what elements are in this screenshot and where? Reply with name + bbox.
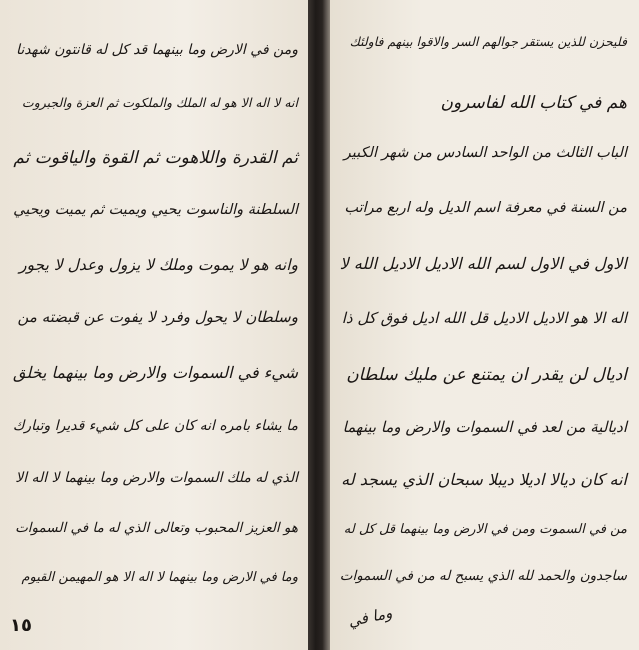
left-page (0, 0, 308, 650)
left-line-11: وما في الارض وما بينهما لا اله الا هو المهيمن القيوم (21, 570, 298, 585)
left-line-7: شيء في السموات والارض وما بينهما يخلق (13, 363, 298, 382)
right-line-2: هم في كتاب الله لفاسرون (440, 93, 627, 113)
right-line-10: من في السموت ومن في الارض وما بينهما قل كل له (343, 522, 627, 537)
right-line-9: انه كان ديالا اديلا ديبلا سبحان الذي يسجد له (341, 470, 627, 489)
left-page-text-block (0, 0, 308, 650)
book-gutter (308, 0, 330, 650)
right-line-1: فليحزن للذين يستقر جوالهم السر والاقوا بينهم فاولئك (349, 34, 627, 49)
left-line-8: ما يشاء بامره انه كان على كل شيء قديرا وتبارك (12, 418, 298, 434)
page-number: ١٥ (10, 615, 32, 636)
right-page-text-block (330, 0, 639, 650)
left-line-10: هو العزيز المحبوب وتعالى الذي له ما في السموات (15, 520, 298, 536)
left-line-9: الذي له ملك السموات والارض وما بينهما لا اله الا (15, 470, 298, 486)
left-line-6: وسلطان لا يحول وفرد لا يفوت عن قبضته من (17, 308, 298, 326)
right-line-7: اديال لن يقدر ان يمتنع عن مليك سلطان (346, 365, 627, 385)
right-line-11: ساجدون والحمد لله الذي يسبح له من في السموات (339, 568, 627, 584)
right-line-6: اله الا هو الاديل الاديل قل الله اديل فوق كل ذا (341, 309, 627, 327)
catchword: وما في (346, 603, 394, 631)
left-line-4: السلطنة والناسوت يحيي ويميت ثم يميت ويحيي (13, 202, 298, 218)
right-line-4: من السنة في معرفة اسم الديل وله اربع مراتب (344, 200, 627, 216)
right-line-8: اديالية من لعد في السموات والارض وما بينهما (342, 418, 627, 436)
right-page (330, 0, 639, 650)
left-line-5: وانه هو لا يموت وملك لا يزول وعدل لا يجور (19, 256, 298, 274)
left-line-3: ثم القدرة واللاهوت ثم القوة والياقوت ثم (13, 148, 298, 168)
left-line-1: ومن في الارض وما بينهما قد كل له قانتون شهدنا (16, 42, 298, 58)
right-line-5: الاول في الاول لسم الله الاديل الاديل الله لا (339, 254, 627, 273)
left-line-2: انه لا اله الا هو له الملك والملكوت ثم العزة والجبروت (21, 95, 298, 110)
right-line-3: الباب الثالث من الواحد السادس من شهر الكبير (343, 145, 627, 161)
